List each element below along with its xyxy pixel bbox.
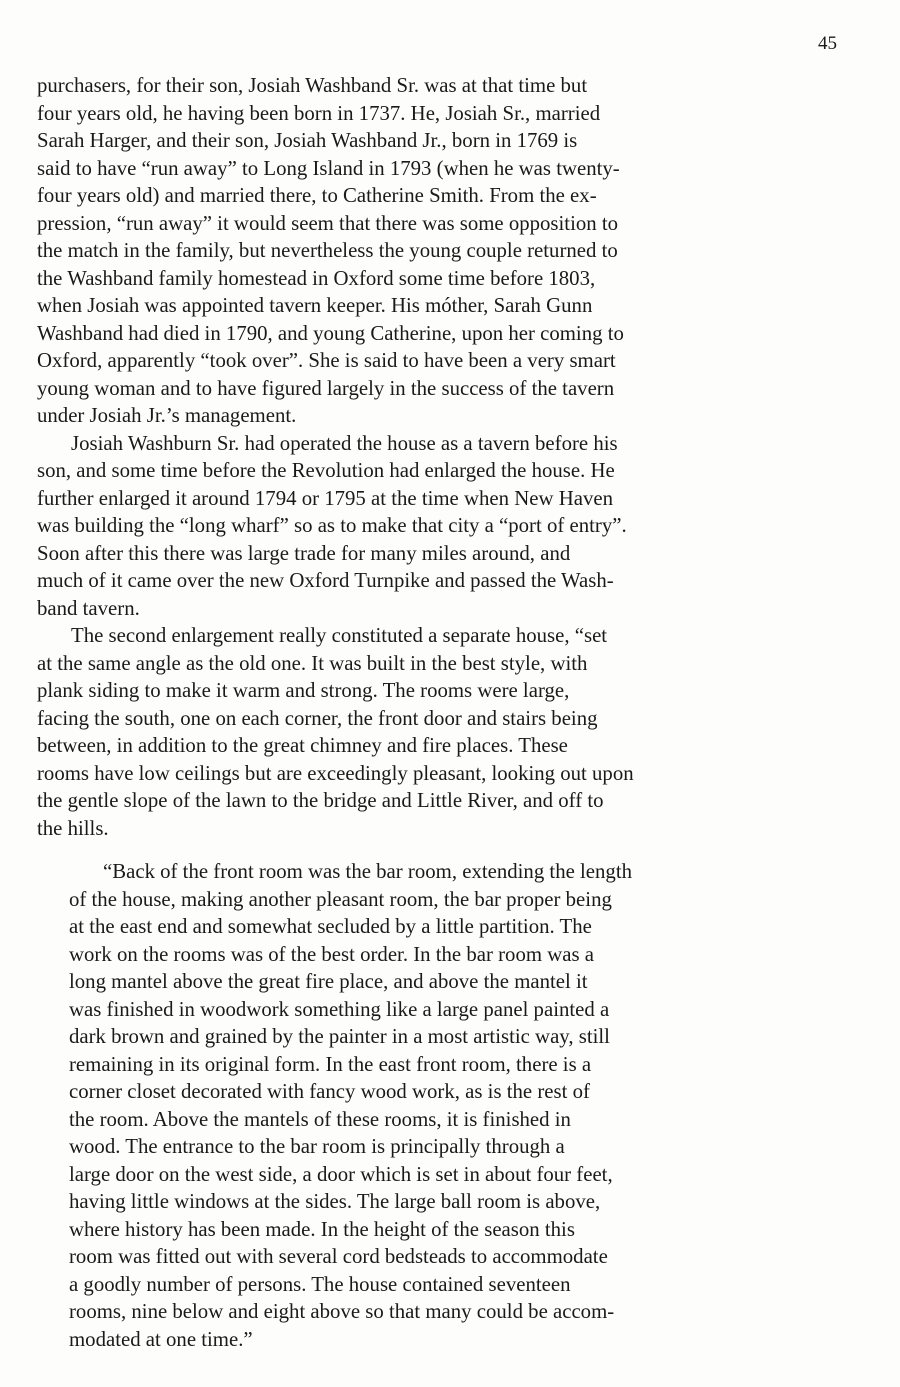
paragraph-start-line: The second enlargement really constituted a separate house, “set: [71, 624, 608, 647]
text-line: the gentle slope of the lawn to the bridge and Little River, and off to: [37, 789, 604, 812]
text-line: Washband had died in 1790, and young Catherine, upon her coming to: [37, 321, 624, 345]
text-line: the match in the family, but nevertheless the young couple returned to: [37, 239, 618, 262]
quote-line: corner closet decorated with fancy wood work, as is the rest of: [69, 1080, 590, 1103]
quote-line: of the house, making another pleasant room, the bar proper being: [69, 887, 612, 911]
text-line: young woman and to have figured largely in the success of the tavern: [37, 376, 615, 400]
quote-line: was finished in woodwork something like a large panel painted a: [69, 997, 610, 1021]
quote-line: having little windows at the sides. The large ball room is above,: [69, 1190, 601, 1213]
quote-line: long mantel above the great fire place, and above the mantel it: [69, 970, 588, 993]
text-line: much of it came over the new Oxford Turnpike and passed the Wash-: [37, 569, 614, 592]
quote-line: the room. Above the mantels of these rooms, it is finished in: [69, 1107, 571, 1131]
quote-start-line: “Back of the front room was the bar room, extending the length: [103, 860, 633, 883]
quote-line: remaining in its original form. In the east front room, there is a: [69, 1052, 592, 1076]
text-line: four years old) and married there, to Catherine Smith. From the ex-: [37, 184, 597, 207]
text-line: the hills.: [37, 816, 109, 840]
text-line: under Josiah Jr.’s management.: [37, 404, 297, 427]
text-line: rooms have low ceilings but are exceedingly pleasant, looking out upon: [37, 761, 634, 785]
quote-line: a goodly number of persons. The house contained seventeen: [69, 1272, 571, 1296]
text-line: four years old, he having been born in 1737. He, Josiah Sr., married: [37, 101, 601, 125]
quote-line: modated at one time.”: [69, 1327, 253, 1351]
text-line: facing the south, one on each corner, the front door and stairs being: [37, 706, 598, 730]
text-line: pression, “run away” it would seem that there was some opposition to: [37, 211, 619, 235]
quote-line: wood. The entrance to the bar room is principally through a: [69, 1135, 565, 1158]
text-line: when Josiah was appointed tavern keeper. His móther, Sarah Gunn: [37, 294, 593, 317]
quote-line: room was fitted out with several cord bedsteads to accommodate: [69, 1245, 608, 1268]
quote-line: work on the rooms was of the best order. In the bar room was a: [69, 942, 594, 966]
text-line: Sarah Harger, and their son, Josiah Washband Jr., born in 1769 is: [37, 129, 578, 152]
body-text: [37, 72, 857, 842]
text-line: at the same angle as the old one. It was built in the best style, with: [37, 651, 588, 675]
text-line: purchasers, for their son, Josiah Washband Sr. was at that time but: [37, 74, 588, 97]
text-line: son, and some time before the Revolution had enlarged the house. He: [37, 459, 615, 482]
text-line: the Washband family homestead in Oxford some time before 1803,: [37, 266, 596, 290]
text-line: plank siding to make it warm and strong. The rooms were large,: [37, 679, 570, 702]
block-quote: [69, 858, 859, 1353]
quote-line: dark brown and grained by the painter in a most artistic way, still: [69, 1025, 610, 1048]
text-line: Oxford, apparently “took over”. She is said to have been a very smart: [37, 349, 616, 372]
page-number: 45: [818, 33, 837, 54]
text-line: band tavern.: [37, 596, 140, 620]
quote-line: rooms, nine below and eight above so that many could be accom-: [69, 1300, 615, 1323]
text-line: between, in addition to the great chimney and fire places. These: [37, 734, 568, 757]
quote-line: at the east end and somewhat secluded by a little partition. The: [69, 915, 592, 938]
quote-line: large door on the west side, a door which is set in about four feet,: [69, 1162, 613, 1186]
paragraph-start-line: Josiah Washburn Sr. had operated the house as a tavern before his: [71, 431, 618, 455]
quote-line: where history has been made. In the height of the season this: [69, 1217, 575, 1241]
text-line: said to have “run away” to Long Island in 1793 (when he was twenty-: [37, 156, 620, 180]
text-line: was building the “long wharf” so as to make that city a “port of entry”.: [37, 514, 627, 537]
text-line: further enlarged it around 1794 or 1795 at the time when New Haven: [37, 486, 613, 510]
text-line: Soon after this there was large trade for many miles around, and: [37, 541, 571, 565]
